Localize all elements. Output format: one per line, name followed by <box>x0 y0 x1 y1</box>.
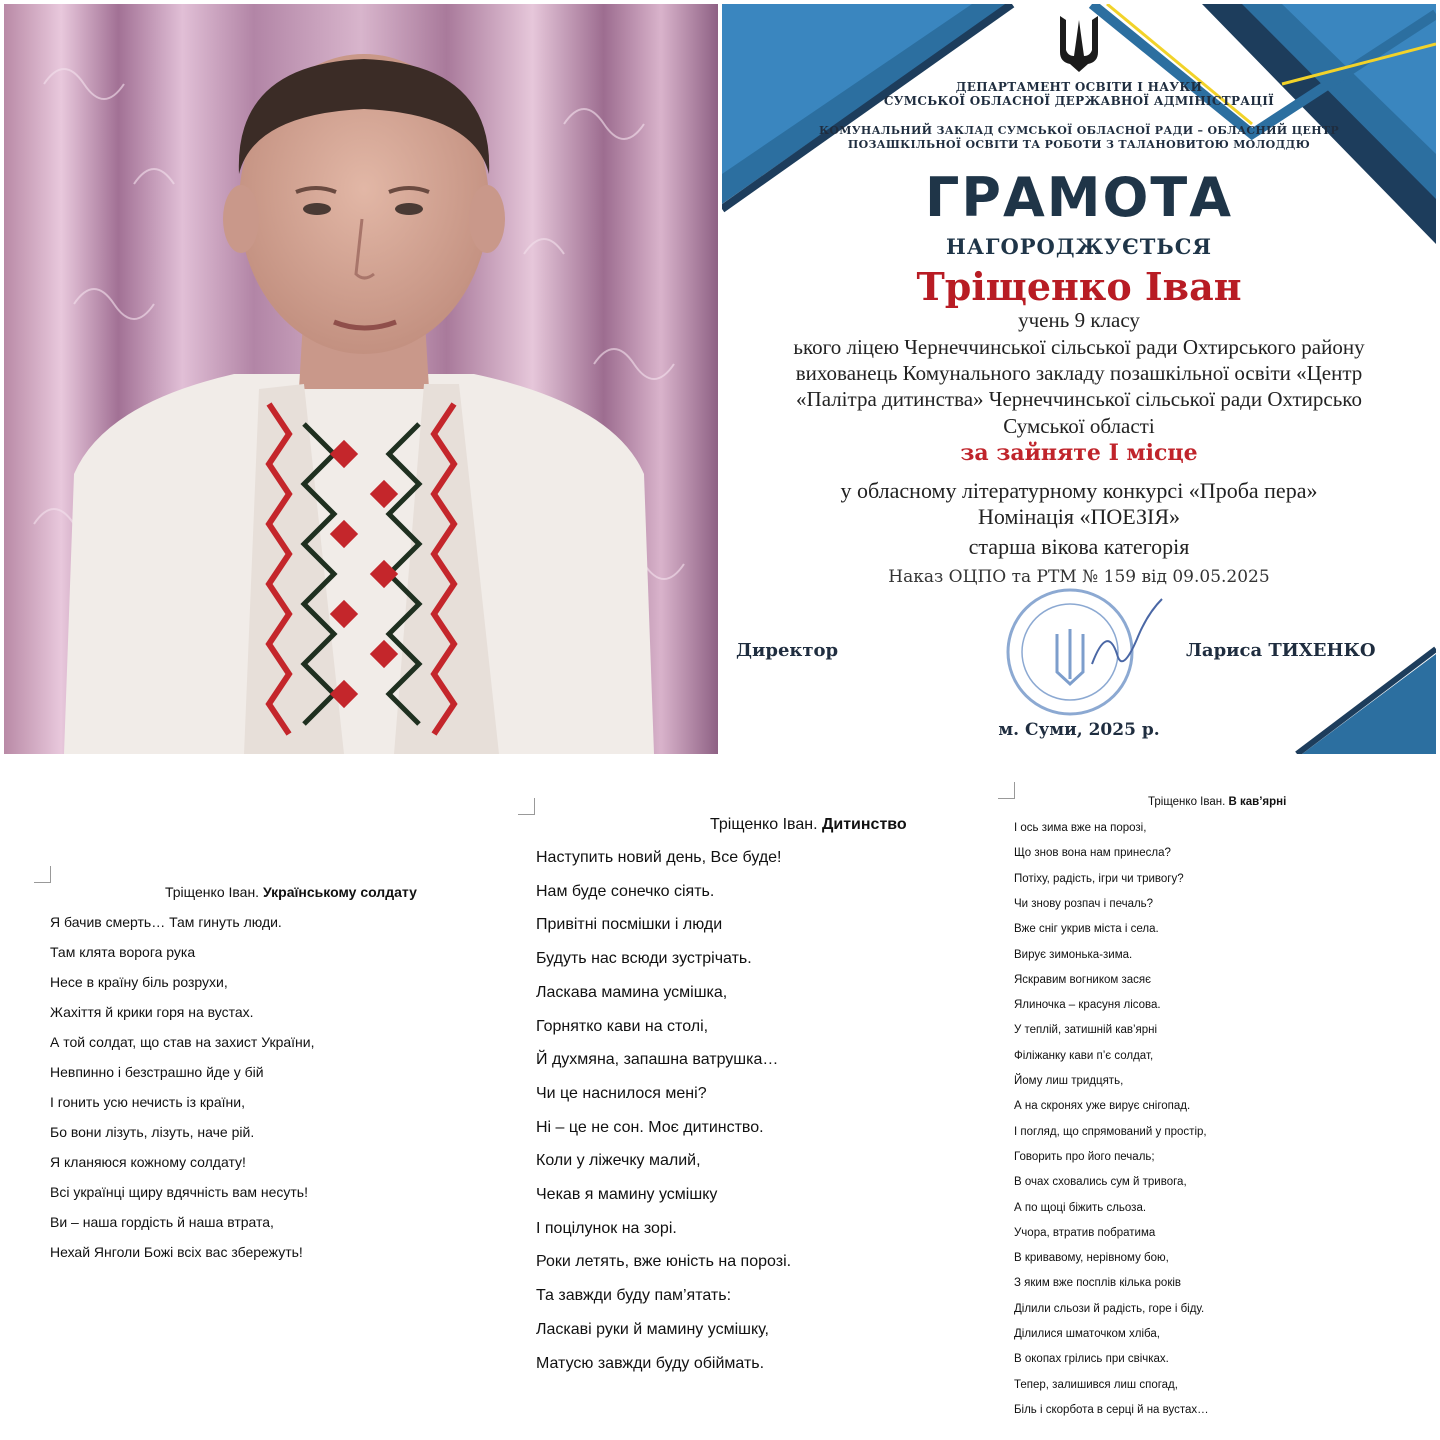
poem-line: А на скронях уже вирує снігопад. <box>1014 1100 1191 1113</box>
poem-line: Там клята ворога рука <box>50 944 196 960</box>
poem-line: Що знов вона нам принесла? <box>1014 847 1171 860</box>
poem-line: Ні – це не сон. Моє дитинство. <box>536 1118 764 1136</box>
recipient-grade: учень 9 класу <box>1018 308 1140 332</box>
poem-line: Потіху, радість, ігри чи тривогу? <box>1014 872 1184 885</box>
poem-author: Тріщенко Іван. <box>165 884 260 900</box>
poem-line: Біль і скорбота в серці й на вустах… <box>1014 1403 1209 1416</box>
poem-author: Тріщенко Іван. <box>1148 796 1226 808</box>
administration-name: СУМСЬКОЇ ОБЛАСНОЇ ДЕРЖАВНОЇ АДМІНІСТРАЦІЇ <box>883 94 1275 108</box>
school-line-4: Сумської області <box>1003 414 1155 438</box>
poem-page-in-cafe <box>980 780 1440 1430</box>
poem-page-childhood <box>480 790 980 1390</box>
poem-title <box>165 884 417 900</box>
poem-line: Йому лиш тридцять, <box>1014 1075 1124 1087</box>
awarded-label: НАГОРОДЖУЄТЬСЯ <box>946 234 1212 259</box>
poem-line: З яким вже посплів кілька років <box>1014 1277 1182 1290</box>
school-line-2: вихованець Комунального закладу позашкільної освіти «Центр <box>795 361 1363 385</box>
poem-line: Філіжанку кави п’є солдат, <box>1014 1049 1154 1062</box>
poem-line: Тепер, залишився лиш спогад, <box>1014 1378 1178 1391</box>
poem-line: Наступить новий день, Все буде! <box>536 849 782 866</box>
page-corner-mark <box>998 782 1015 799</box>
poem-line: Несе в країну біль розрухи, <box>50 974 228 990</box>
contest-name: у обласному літературному конкурсі «Проба пера» <box>840 478 1318 503</box>
poem-line: Я кланяюся кожному солдату! <box>50 1154 246 1170</box>
poem-line: Невпинно і безстрашно йде у бій <box>50 1064 264 1080</box>
city-year: м. Суми, 2025 р. <box>998 720 1160 740</box>
school-line-1: ького ліцею Чернеччинської сільської ради Охтирського району <box>793 335 1365 359</box>
poem-line: Ділилися шматочком хліба, <box>1014 1328 1160 1340</box>
certificate-title: ГРАМОТА <box>924 166 1234 229</box>
portrait-photo <box>4 4 718 754</box>
poem-line: Бо вони лізуть, лізуть, наче рій. <box>50 1124 255 1140</box>
poem-line: Та завжди буду пам’ятать: <box>536 1287 732 1305</box>
poem-line: Чи знову розпач і печаль? <box>1014 897 1154 910</box>
poem-line: І погляд, що спрямований у простір, <box>1014 1125 1207 1138</box>
recipient-name: Тріщенко Іван <box>916 264 1242 309</box>
school-line-3: «Палітра дитинства» Чернеччинської сільської ради Охтирсько <box>796 387 1362 411</box>
poem-line: І гонить усю нечисть із країни, <box>50 1094 245 1110</box>
poem-line: Чи це наснилося мені? <box>536 1084 707 1102</box>
poem-line: Ласкаві руки й мамину усмішку, <box>536 1320 769 1338</box>
poem-line: Нам буде сонечко сіять. <box>536 882 715 900</box>
poem-author: Тріщенко Іван. <box>710 816 818 833</box>
poem-line: Нехай Янголи Божі всіх вас збережуть! <box>50 1244 303 1260</box>
director-label: Директор <box>736 640 839 661</box>
award-certificate <box>722 4 1436 754</box>
portrait-illustration <box>4 4 718 754</box>
poem-line: Чекав я мамину усмішку <box>536 1186 718 1203</box>
poem-line: А той солдат, що став на захист України, <box>50 1034 315 1050</box>
poem-line: Вже сніг укрив міста і села. <box>1014 923 1159 936</box>
poem-line: Говорить про його печаль; <box>1014 1150 1155 1163</box>
poem-title <box>1148 796 1286 808</box>
poem-line: Привітні посмішки і люди <box>536 916 723 934</box>
poem-line: В очах сховались сум й тривога, <box>1014 1176 1187 1189</box>
poem-line: Жахіття й крики горя на вустах. <box>50 1004 254 1020</box>
poem-line: Ласкава мамина усмішка, <box>536 983 728 1001</box>
age-category: старша вікова категорія <box>968 534 1190 559</box>
department-name: ДЕПАРТАМЕНТ ОСВІТИ І НАУКИ <box>955 80 1203 94</box>
poem-line: Ялиночка – красуня лісова. <box>1014 999 1161 1012</box>
poem-line: Матусю завжди буду обіймать. <box>536 1354 765 1372</box>
poem-line: Ділили сльози й радість, горе і біду. <box>1014 1302 1205 1315</box>
poem-title-text: Дитинство <box>821 816 907 833</box>
institution-name-line2: ПОЗАШКІЛЬНОЇ ОСВІТИ ТА РОБОТИ З ТАЛАНОВИТОЮ МОЛОДДЮ <box>847 138 1311 151</box>
poem-title <box>710 816 907 834</box>
institution-name-line1: КОМУНАЛЬНИЙ ЗАКЛАД СУМСЬКОЇ ОБЛАСНОЇ РАДИ – ОБЛАСНИЙ ЦЕНТР <box>819 124 1339 137</box>
poem-line: Вирує зимонька-зима. <box>1014 948 1133 961</box>
nomination: Номінація «ПОЕЗІЯ» <box>977 504 1181 529</box>
page-corner-mark <box>518 798 535 815</box>
trident-icon <box>722 12 1436 79</box>
poem-line: І ось зима вже на порозі, <box>1014 822 1147 834</box>
poem-title-text: В кав’ярні <box>1228 796 1287 808</box>
award-place: за зайняте І місце <box>960 440 1198 466</box>
poem-line: Ви – наша гордість й наша втрата, <box>50 1214 274 1230</box>
poem-title-text: Українському солдату <box>262 884 417 900</box>
poem-line: Я бачив смерть… Там гинуть люди. <box>50 914 282 930</box>
poem-line: У теплій, затишній кав’ярні <box>1014 1024 1158 1037</box>
poem-line: В кривавому, нерівному бою, <box>1014 1252 1169 1265</box>
poem-line: Коли у ліжечку малий, <box>536 1152 701 1170</box>
page-corner-mark <box>34 866 51 883</box>
poem-line: Учора, втратив побратима <box>1014 1226 1156 1239</box>
order-reference: Наказ ОЦПО та РТМ № 159 від 09.05.2025 <box>888 567 1270 587</box>
director-name: Лариса ТИХЕНКО <box>1186 640 1376 661</box>
poem-line: А по щоці біжить сльоза. <box>1014 1201 1147 1214</box>
poem-line: Будуть нас всюди зустрічать. <box>536 950 752 968</box>
poem-line: І поцілунок на зорі. <box>536 1219 677 1237</box>
poem-line: Й духмяна, запашна ватрушка… <box>536 1051 779 1069</box>
poem-line: Яскравим вогником засяє <box>1014 973 1152 986</box>
poem-line: Всі українці щиру вдячність вам несуть! <box>50 1184 308 1200</box>
poem-line: Горнятко кави на столі, <box>536 1017 709 1035</box>
poem-line: Роки летять, вже юність на порозі. <box>536 1253 792 1271</box>
poem-page-ukrainian-soldier <box>0 860 480 1300</box>
poem-line: В окопах грілись при свічках. <box>1014 1353 1169 1366</box>
